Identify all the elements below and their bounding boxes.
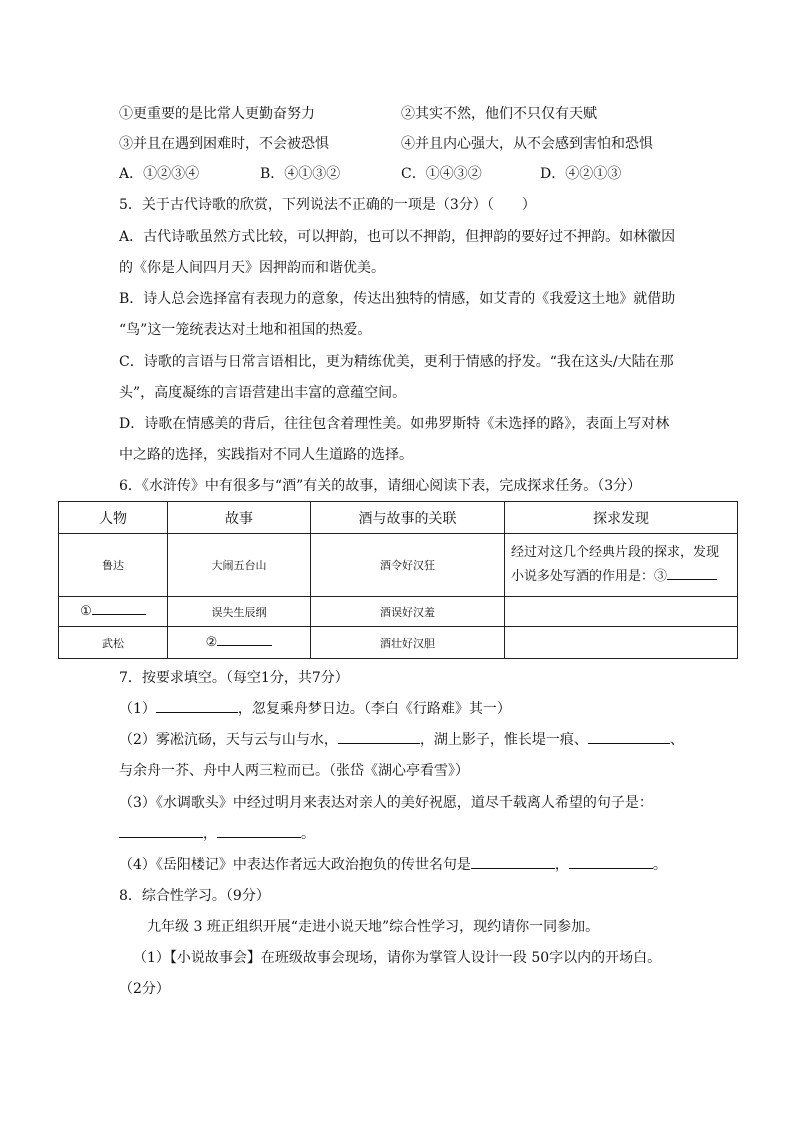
table-header-row [59, 502, 738, 534]
q7-part-3-line2: ， 。 [119, 824, 315, 844]
cell-relation: 酒壮好汉胆 [311, 627, 505, 659]
table-row [59, 597, 738, 627]
q5-option-b-line2: “鸟”这一笼统表达对土地和祖国的热爱。 [119, 322, 372, 338]
shuihu-table [58, 501, 738, 659]
q7-part-2-line1: （2）雾凇沆砀，天与云与山与水， ，湖上影子，惟长堤一痕、 、 [119, 732, 684, 748]
q5-option-c-line2: 头”，高度凝练的言语营建出丰富的意蕴空间。 [119, 385, 407, 401]
fill-blank[interactable] [119, 837, 203, 838]
cell-discovery-empty [505, 597, 738, 627]
cell-person: ① [59, 597, 168, 627]
q8-part-1-score: （2分） [119, 981, 170, 997]
cell-discovery [505, 534, 738, 597]
fill-blank[interactable] [569, 868, 653, 869]
q5-option-c-line1: C．诗歌的言语与日常言语相比，更为精练优美，更利于情感的抒发。“我在这头/大陆在那 [119, 354, 674, 370]
header-relation: 酒与故事的关联 [311, 502, 505, 534]
discovery-line-2: 小说多处写酒的作用是：③ [511, 565, 731, 589]
q7-part-2-line2: 与余舟一芥、舟中人两三粒而已。（张岱《湖心亭看雪》） [119, 763, 469, 779]
fill-blank[interactable] [471, 868, 555, 869]
header-person: 人物 [59, 502, 168, 534]
q7-stem: 7．按要求填空。（每空1分，共7分） [119, 670, 349, 686]
q4-option-2: ②其实不然，他们不只仅有天赋 [401, 106, 597, 122]
header-story: 故事 [168, 502, 311, 534]
q4-option-4: ④并且内心强大，从不会感到害怕和恐惧 [401, 136, 653, 152]
cell-person: 鲁达 [59, 534, 168, 597]
q4-choice-d: D．④②①③ [540, 166, 622, 182]
q4-option-1: ①更重要的是比常人更勤奋努力 [119, 106, 315, 122]
answer-blank-3[interactable] [667, 579, 717, 580]
fill-blank[interactable] [156, 712, 238, 713]
cell-story: 大闹五台山 [168, 534, 311, 597]
q5-stem: 5．关于古代诗歌的欣赏，下列说法不正确的一项是（3分）（ ） [119, 197, 536, 213]
q8-intro: 九年级 3 班正组织开展“走进小说天地”综合性学习，现约请你一同参加。 [147, 919, 600, 935]
cell-story: 误失生辰纲 [168, 597, 311, 627]
q4-option-3: ③并且在遇到困难时，不会被恐惧 [119, 136, 329, 152]
fill-blank[interactable] [217, 837, 301, 838]
q6-stem: 6．《水浒传》中有很多与“酒”有关的故事，请细心阅读下表，完成探求任务。（3分） [119, 478, 642, 494]
discovery-line-1: 经过对这几个经典片段的探求，发现 [511, 545, 720, 560]
table-row [59, 627, 738, 659]
q4-choice-a: A．①②③④ [119, 166, 200, 182]
q8-stem: 8．综合性学习。（9分） [119, 888, 270, 904]
answer-blank-2[interactable] [217, 645, 272, 646]
q5-option-a-line1: A．古代诗歌虽然方式比较，可以押韵，也可以不押韵，但押韵的要好过不押韵。如林徽因 [119, 229, 676, 245]
q4-choice-b: B．④①③② [260, 166, 341, 182]
fill-blank[interactable] [338, 743, 420, 744]
q5-option-d-line2: 中之路的选择，实践指对不同人生道路的选择。 [119, 447, 413, 463]
q7-part-1: （1） ，忽复乘舟梦日边。（李白《行路难》其一） [119, 701, 511, 717]
cell-person: 武松 [59, 627, 168, 659]
cell-relation: 酒令好汉狂 [311, 534, 505, 597]
cell-discovery-empty [505, 627, 738, 659]
fill-blank[interactable] [588, 743, 670, 744]
answer-blank-1[interactable] [92, 614, 146, 615]
q5-option-b-line1: B．诗人总会选择富有表现力的意象，传达出独特的情感，如艾青的《我爱这土地》就借助 [119, 291, 676, 307]
q8-part-1: （1）【小说故事会】在班级故事会现场，请你为掌管人设计一段 50字以内的开场白。 [133, 950, 662, 966]
q5-option-a-line2: 的《你是人间四月天》因押韵而和谐优美。 [119, 260, 385, 276]
q7-part-3-line1: （3）《水调歌头》中经过明月来表达对亲人的美好祝愿，道尽千载离人希望的句子是： [119, 795, 653, 811]
header-discovery: 探求发现 [505, 502, 738, 534]
table-row [59, 534, 738, 597]
q7-part-4: （4）《岳阳楼记》中表达作者远大政治抱负的传世名句是 ， 。 [119, 857, 667, 873]
cell-relation: 酒误好汉羞 [311, 597, 505, 627]
q5-option-d-line1: D．诗歌在情感美的背后，往往包含着理性美。如弗罗斯特《未选择的路》，表面上写对林 [119, 416, 670, 432]
cell-story: ② [168, 627, 311, 659]
q4-choice-c: C．①④③② [401, 166, 482, 182]
